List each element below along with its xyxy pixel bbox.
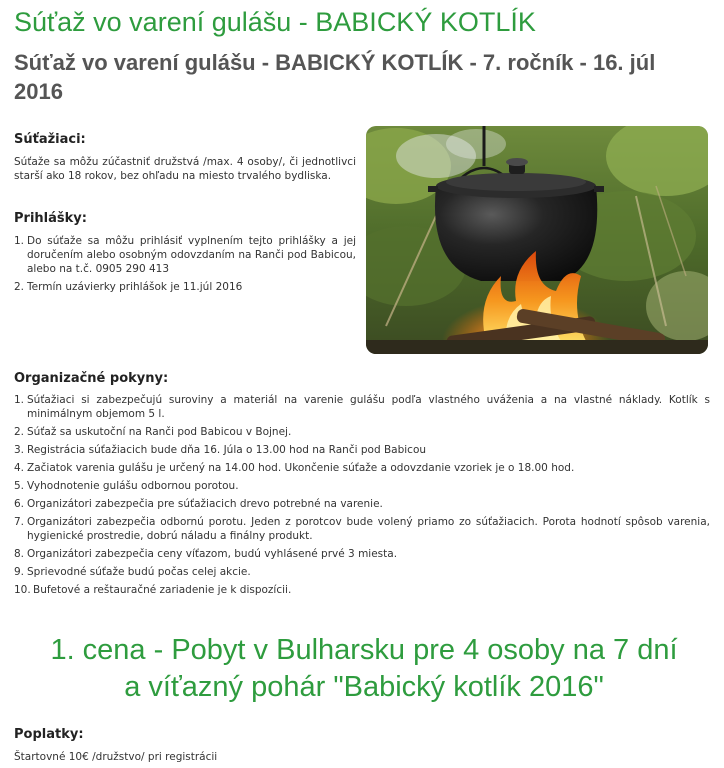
pokyny-list xyxy=(14,393,710,601)
list-item-text: Organizátori zabezpečia odbornú porotu. Jeden z porotcov bude volený priamo zo súťažiacich. Porota hodnotí spôsob varenia, hygienické prostredie, dobrú náladu a finálny produkt. xyxy=(27,516,710,542)
list-item-number: 8. xyxy=(14,548,25,560)
list-item-text: Súťaž sa uskutoční na Ranči pod Babicou v Bojnej. xyxy=(27,426,292,438)
list-item xyxy=(14,547,710,561)
sutaziaci-text: Súťaže sa môžu zúčastniť družstvá /max. 4 osoby/, či jednotlivci starší ako 18 rokov, bez ohľadu na miesto trvalého bydliska. xyxy=(14,156,356,182)
list-item-number: 4. xyxy=(14,462,25,474)
list-item-text: Termín uzávierky prihlášok je 11.júl 2016 xyxy=(27,281,243,293)
list-item-text: Organizátori zabezpečia pre súťažiacich drevo potrebné na varenie. xyxy=(27,498,383,510)
prihlasky-heading: Prihlášky: xyxy=(14,211,87,226)
list-item xyxy=(14,479,710,493)
page-title: Súťaž vo varení gulášu - BABICKÝ KOTLÍK xyxy=(14,7,536,37)
poplatky-heading: Poplatky: xyxy=(14,727,84,742)
list-item-text: Bufetové a reštauračné zariadenie je k dispozícii. xyxy=(33,584,292,596)
list-item-number: 1. xyxy=(14,235,25,247)
list-item xyxy=(14,497,710,511)
list-item xyxy=(14,443,710,457)
prihlasky-list xyxy=(14,234,356,298)
list-item xyxy=(14,515,710,543)
list-item-number: 2. xyxy=(14,281,25,293)
list-item xyxy=(14,583,710,597)
page-subtitle: Súťaž vo varení gulášu - BABICKÝ KOTLÍK - 7. ročník - 16. júl 2016 xyxy=(14,50,656,104)
sutaziaci-heading: Súťažiaci: xyxy=(14,132,86,147)
list-item-number: 10. xyxy=(14,584,31,596)
list-item-text: Vyhodnotenie gulášu odbornou porotou. xyxy=(27,480,239,492)
list-item-number: 7. xyxy=(14,516,25,528)
list-item-number: 5. xyxy=(14,480,25,492)
list-item xyxy=(14,565,710,579)
prize-announcement xyxy=(14,632,714,706)
list-item-text: Súťažiaci si zabezpečujú suroviny a materiál na varenie gulášu podľa vlastného uváženia a na vlastné náklady. Kotlík s minimálnym objemom 5 l. xyxy=(27,394,710,420)
list-item-number: 1. xyxy=(14,394,25,406)
list-item-number: 2. xyxy=(14,426,25,438)
cauldron-over-fire-image xyxy=(366,126,708,354)
list-item xyxy=(14,280,356,294)
list-item xyxy=(14,461,710,475)
list-item-number: 9. xyxy=(14,566,25,578)
poplatky-text: Štartovné 10€ /družstvo/ pri registrácii xyxy=(14,751,218,763)
prize-line-1: 1. cena - Pobyt v Bulharsku pre 4 osoby na 7 dní xyxy=(50,634,678,666)
list-item-text: Sprievodné súťaže budú počas celej akcie. xyxy=(27,566,251,578)
list-item-number: 6. xyxy=(14,498,25,510)
list-item-text: Do súťaže sa môžu prihlásiť vyplnením tejto prihlášky a jej doručením alebo osobným odovzdaním na Ranči pod Babicou, alebo na t.č. 0905 290 413 xyxy=(27,235,356,275)
list-item-text: Začiatok varenia gulášu je určený na 14.00 hod. Ukončenie súťaže a odovzdanie vzoriek je o 18.00 hod. xyxy=(27,462,575,474)
list-item xyxy=(14,425,710,439)
list-item-text: Registrácia súťažiacich bude dňa 16. Júla o 13.00 hod na Ranči pod Babicou xyxy=(27,444,427,456)
pokyny-heading: Organizačné pokyny: xyxy=(14,371,169,386)
list-item-number: 3. xyxy=(14,444,25,456)
list-item xyxy=(14,393,710,421)
cauldron-fire-photo xyxy=(366,126,708,354)
list-item-text: Organizátori zabezpečia ceny víťazom, budú vyhlásené prvé 3 miesta. xyxy=(27,548,398,560)
list-item xyxy=(14,234,356,276)
prize-line-2: a víťazný pohár "Babický kotlík 2016" xyxy=(124,671,604,703)
